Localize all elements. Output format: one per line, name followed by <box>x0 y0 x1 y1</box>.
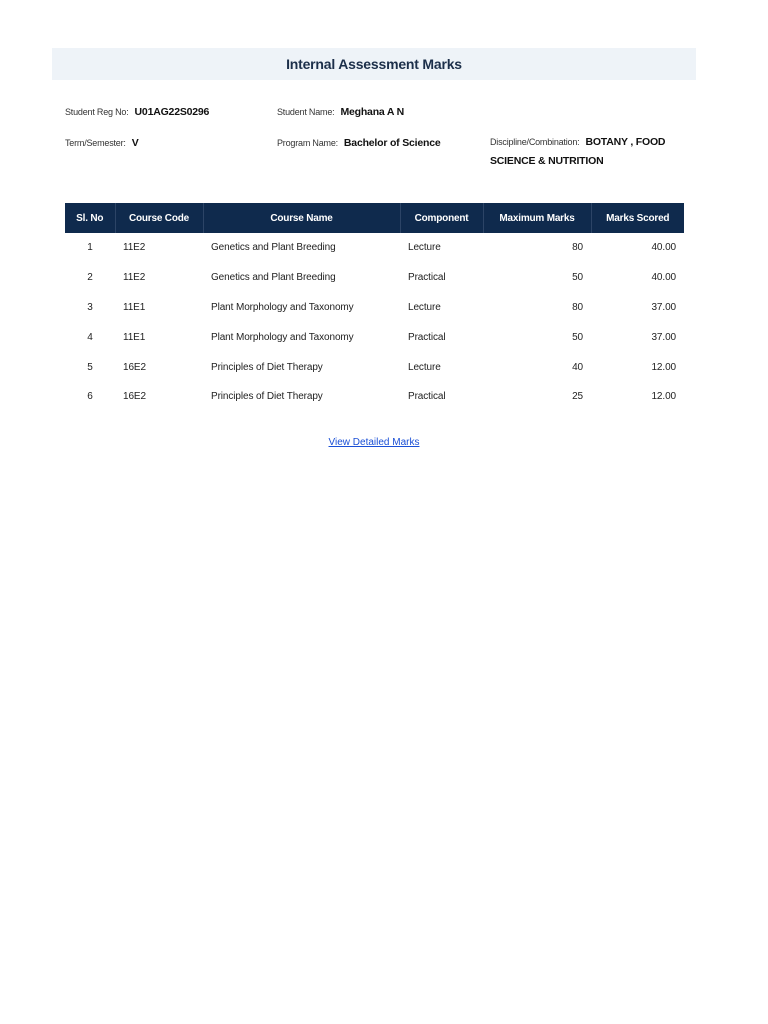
header-course-name: Course Name <box>203 203 400 233</box>
cell-course-name: Principles of Diet Therapy <box>211 361 323 373</box>
cell-course-name: Genetics and Plant Breeding <box>211 242 336 254</box>
cell-component: Lecture <box>408 301 441 313</box>
term-semester <box>65 137 139 149</box>
header-course-code: Course Code <box>115 203 203 233</box>
cell-component: Practical <box>408 272 446 284</box>
cell-maximum-marks: 80 <box>572 301 583 313</box>
table-row <box>65 352 684 382</box>
term-semester-label: Term/Semester: <box>65 138 126 148</box>
header-sl-no: Sl. No <box>65 203 115 233</box>
student-name-value: Meghana A N <box>340 106 404 118</box>
table-row <box>65 263 684 293</box>
student-name <box>277 106 404 118</box>
student-reg-no <box>65 106 209 118</box>
page-title-bar <box>52 48 696 80</box>
cell-maximum-marks: 50 <box>572 331 583 343</box>
cell-sl-no: 4 <box>87 331 93 343</box>
cell-course-name: Principles of Diet Therapy <box>211 391 323 403</box>
cell-course-code: 11E1 <box>123 301 146 313</box>
marks-table-body <box>65 233 684 412</box>
header-maximum-marks: Maximum Marks <box>483 203 591 233</box>
view-detailed-marks-link[interactable]: View Detailed Marks <box>328 437 420 448</box>
cell-course-code: 16E2 <box>123 361 146 373</box>
cell-course-name: Plant Morphology and Taxonomy <box>211 331 354 343</box>
table-row <box>65 293 684 323</box>
marks-table-header <box>65 203 684 233</box>
marks-table <box>65 203 684 412</box>
header-marks-scored: Marks Scored <box>591 203 684 233</box>
view-detailed-marks-wrap <box>0 432 748 450</box>
cell-course-code: 11E2 <box>123 242 146 254</box>
program-name-label: Program Name: <box>277 138 338 148</box>
cell-course-code: 11E1 <box>123 331 146 343</box>
cell-maximum-marks: 50 <box>572 272 583 284</box>
cell-sl-no: 5 <box>87 361 93 373</box>
cell-course-name: Genetics and Plant Breeding <box>211 272 336 284</box>
table-row <box>65 322 684 352</box>
program-name <box>277 137 441 149</box>
cell-marks-scored: 40.00 <box>651 272 676 284</box>
discipline-combination-value: BOTANY , FOOD SCIENCE & NUTRITION <box>490 136 666 167</box>
cell-sl-no: 2 <box>87 272 93 284</box>
cell-maximum-marks: 25 <box>572 391 583 403</box>
page-title: Internal Assessment Marks <box>286 56 462 72</box>
student-name-label: Student Name: <box>277 107 335 117</box>
cell-marks-scored: 12.00 <box>651 361 676 373</box>
discipline-combination-label: Discipline/Combination: <box>490 137 580 147</box>
discipline-combination <box>490 133 690 171</box>
cell-course-code: 11E2 <box>123 272 146 284</box>
program-name-value: Bachelor of Science <box>343 137 441 149</box>
cell-marks-scored: 40.00 <box>651 242 676 254</box>
cell-maximum-marks: 40 <box>572 361 583 373</box>
cell-marks-scored: 37.00 <box>651 301 676 313</box>
header-component: Component <box>400 203 483 233</box>
cell-course-name: Plant Morphology and Taxonomy <box>211 301 354 313</box>
student-reg-no-label: Student Reg No: <box>65 107 129 117</box>
cell-sl-no: 1 <box>87 242 93 254</box>
cell-component: Lecture <box>408 361 441 373</box>
table-row <box>65 233 684 263</box>
cell-marks-scored: 12.00 <box>651 391 676 403</box>
cell-marks-scored: 37.00 <box>651 331 676 343</box>
cell-course-code: 16E2 <box>123 391 146 403</box>
cell-component: Practical <box>408 391 446 403</box>
cell-component: Lecture <box>408 242 441 254</box>
student-reg-no-value: U01AG22S0296 <box>134 106 210 118</box>
table-row <box>65 382 684 412</box>
cell-maximum-marks: 80 <box>572 242 583 254</box>
cell-sl-no: 6 <box>87 391 93 403</box>
cell-component: Practical <box>408 331 446 343</box>
term-semester-value: V <box>131 137 139 149</box>
cell-sl-no: 3 <box>87 301 93 313</box>
